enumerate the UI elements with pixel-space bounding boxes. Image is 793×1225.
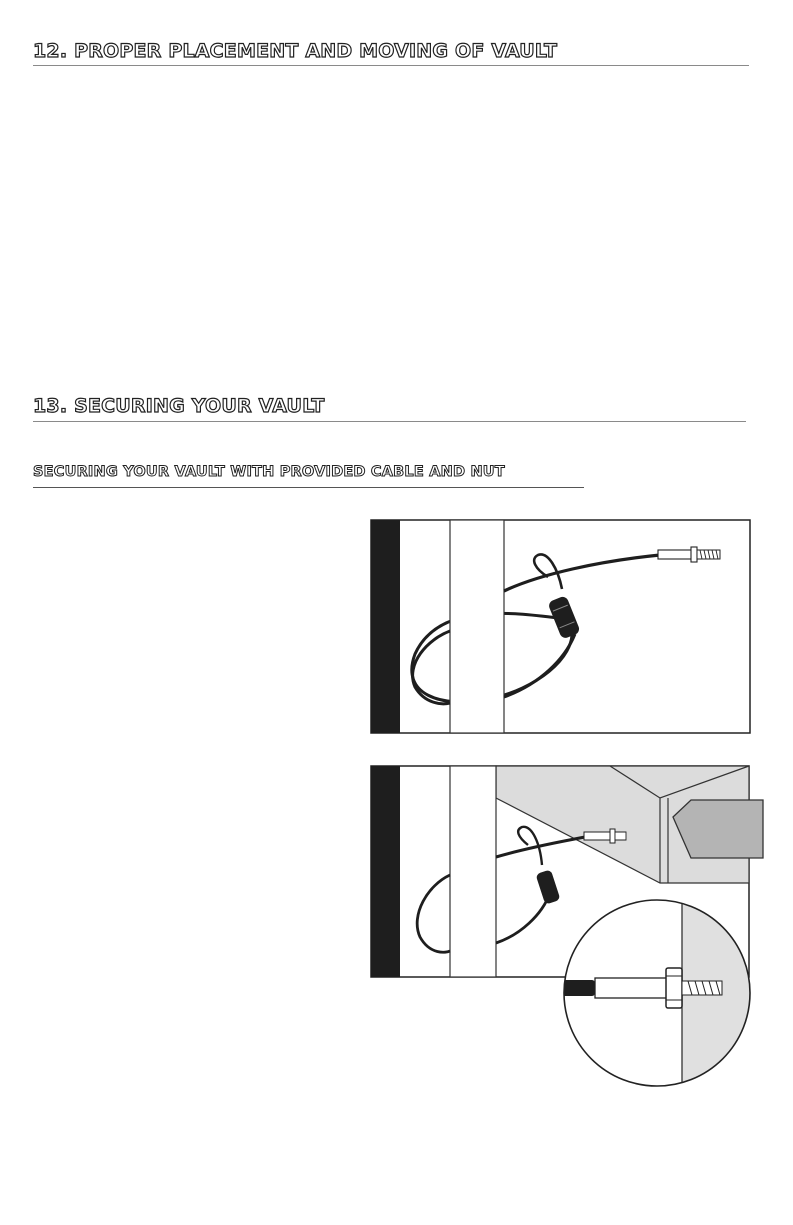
wall-edge bbox=[371, 766, 400, 977]
post bbox=[450, 766, 496, 977]
section-12-rule bbox=[33, 65, 749, 66]
section-13-rule bbox=[33, 421, 746, 422]
arrow-pointer bbox=[673, 800, 763, 858]
wall-edge bbox=[371, 520, 400, 733]
figure-cable-attached bbox=[370, 765, 770, 1095]
section-12-heading: 12. PROPER PLACEMENT AND MOVING OF VAULT bbox=[33, 40, 558, 62]
subheading-rule bbox=[33, 487, 584, 488]
figure-cable-loop bbox=[370, 519, 751, 735]
section-13-heading: 13. SECURING YOUR VAULT bbox=[33, 395, 325, 417]
section-13-subheading: SECURING YOUR VAULT WITH PROVIDED CABLE AND NUT bbox=[33, 464, 505, 480]
post bbox=[450, 520, 504, 733]
